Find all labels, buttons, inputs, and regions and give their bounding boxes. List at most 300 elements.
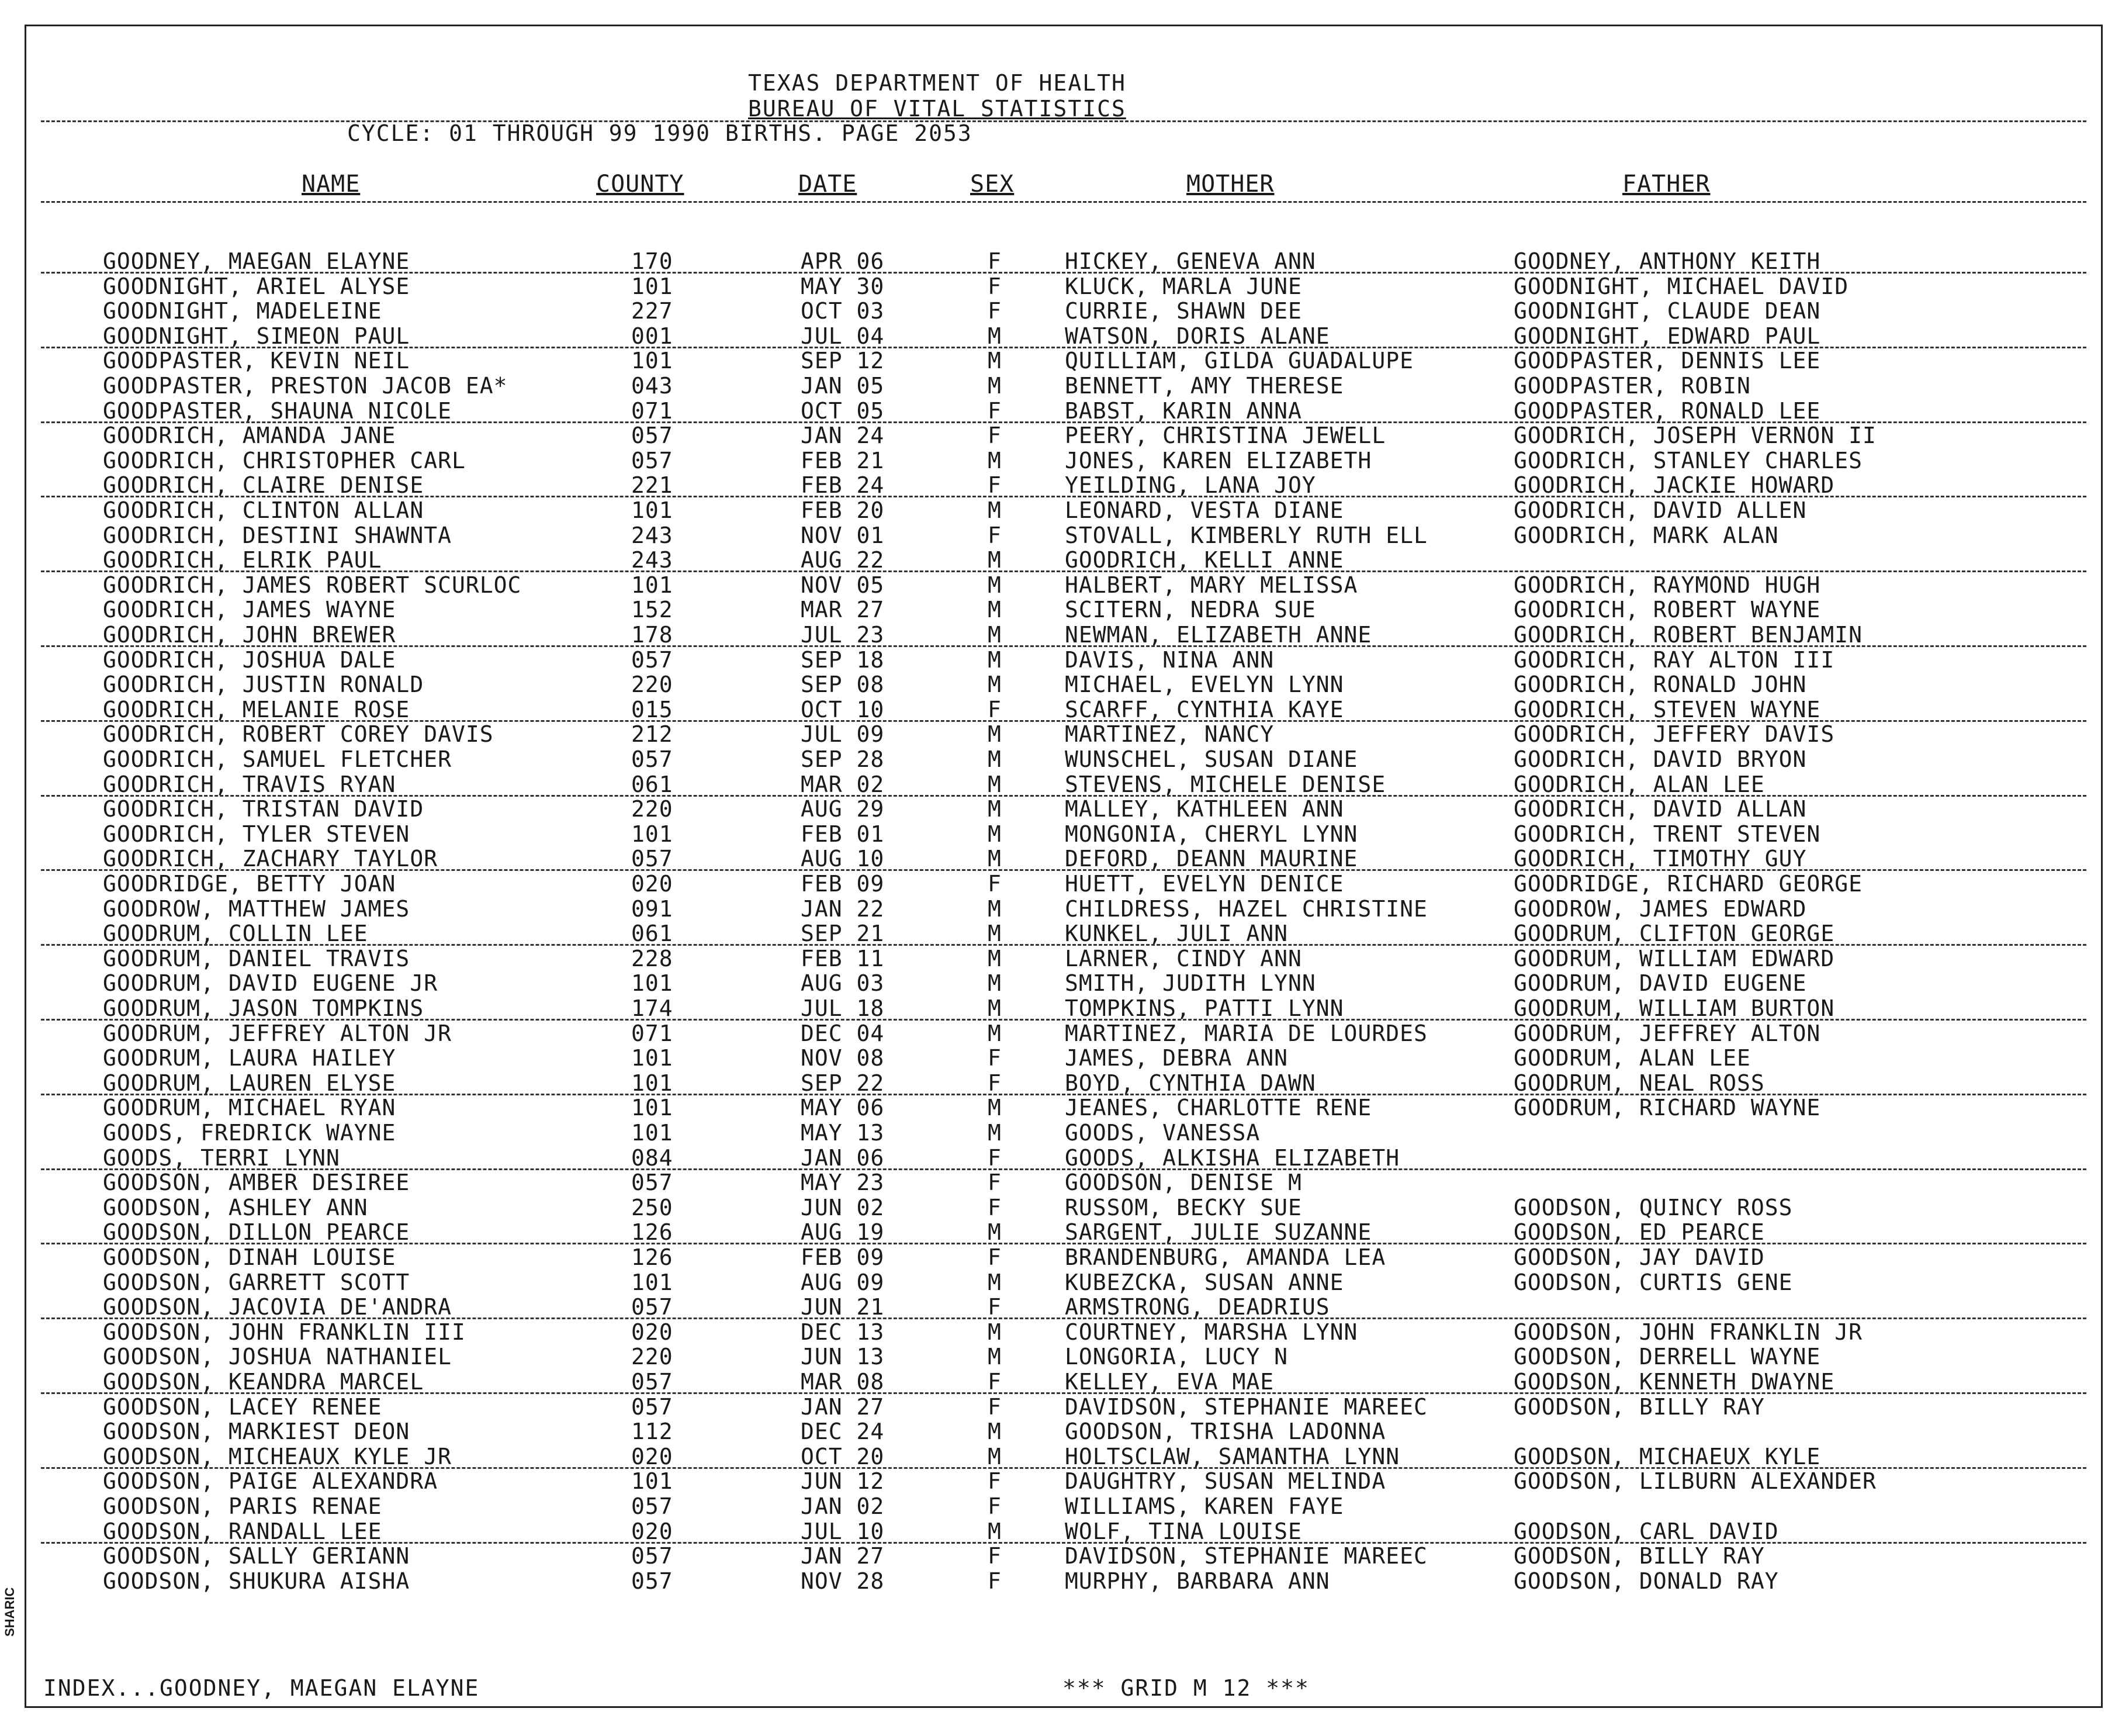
cell-name: GOODSON, JOSHUA NATHANIEL — [103, 1344, 452, 1370]
table-row — [0, 995, 2115, 1020]
cell-date: OCT 20 — [801, 1443, 885, 1469]
cell-date: JUL 10 — [801, 1518, 885, 1544]
cell-county: 126 — [631, 1219, 673, 1246]
table-row — [0, 1219, 2115, 1244]
cell-sex: M — [988, 672, 1002, 698]
cell-sex: M — [988, 895, 1002, 922]
index-footer: INDEX...GOODNEY, MAEGAN ELAYNE — [43, 1675, 480, 1701]
cell-sex: F — [988, 1468, 1002, 1495]
cell-mother: YEILDING, LANA JOY — [1065, 472, 1316, 499]
cell-mother: MICHAEL, EVELYN LYNN — [1065, 672, 1344, 698]
cell-sex: F — [988, 423, 1002, 449]
cell-mother: JEANES, CHARLOTTE RENE — [1065, 1095, 1372, 1121]
cell-mother: GOODSON, DENISE M — [1065, 1170, 1302, 1196]
cell-date: NOV 28 — [801, 1568, 885, 1594]
cell-name: GOODRICH, TRAVIS RYAN — [103, 771, 396, 797]
cell-county: 220 — [631, 672, 673, 698]
cell-mother: STOVALL, KIMBERLY RUTH ELL — [1065, 522, 1428, 548]
cell-mother: KUBEZCKA, SUSAN ANNE — [1065, 1269, 1344, 1295]
cell-name: GOODSON, SALLY GERIANN — [103, 1543, 410, 1569]
cell-name: GOODRUM, DAVID EUGENE JR — [103, 970, 438, 997]
cell-sex: F — [988, 248, 1002, 274]
table-row — [0, 423, 2115, 447]
cell-county: 057 — [631, 746, 673, 772]
cell-father: GOODRICH, STANLEY CHARLES — [1514, 447, 1863, 473]
bureau-title: BUREAU OF VITAL STATISTICS — [748, 96, 1126, 122]
cell-date: OCT 05 — [801, 397, 885, 424]
table-row — [0, 1045, 2115, 1070]
cell-mother: NEWMAN, ELIZABETH ANNE — [1065, 622, 1372, 648]
cell-county: 101 — [631, 970, 673, 997]
cell-name: GOODRICH, JUSTIN RONALD — [103, 672, 424, 698]
cell-date: JAN 05 — [801, 373, 885, 399]
cell-father: GOODRICH, ROBERT WAYNE — [1514, 597, 1821, 623]
cell-county: 061 — [631, 921, 673, 947]
cell-sex: F — [988, 1294, 1002, 1320]
cell-date: AUG 10 — [801, 846, 885, 872]
cell-sex: F — [988, 522, 1002, 548]
table-row — [0, 1519, 2115, 1543]
cell-name: GOODNIGHT, ARIEL ALYSE — [103, 273, 410, 299]
cell-name: GOODRICH, CLINTON ALLAN — [103, 497, 424, 523]
cell-mother: CURRIE, SHAWN DEE — [1065, 298, 1302, 324]
cell-name: GOODNIGHT, MADELEINE — [103, 298, 382, 324]
table-row — [0, 970, 2115, 995]
cell-mother: CHILDRESS, HAZEL CHRISTINE — [1065, 895, 1428, 922]
cell-sex: M — [988, 1120, 1002, 1146]
cell-father: GOODNIGHT, EDWARD PAUL — [1514, 323, 1821, 349]
cell-father: GOODSON, CURTIS GENE — [1514, 1269, 1793, 1295]
cell-name: GOODSON, PARIS RENAE — [103, 1493, 382, 1519]
cell-mother: RUSSOM, BECKY SUE — [1065, 1194, 1302, 1220]
cell-name: GOODRUM, JEFFREY ALTON JR — [103, 1020, 452, 1046]
cell-sex: M — [988, 771, 1002, 797]
table-row — [0, 298, 2115, 323]
cell-sex: M — [988, 1419, 1002, 1445]
cell-county: 178 — [631, 622, 673, 648]
cell-name: GOODRUM, LAUREN ELYSE — [103, 1070, 396, 1096]
cell-name: GOODSON, GARRETT SCOTT — [103, 1269, 410, 1295]
cell-sex: M — [988, 1269, 1002, 1295]
cell-mother: WOLF, TINA LOUISE — [1065, 1518, 1302, 1544]
cell-county: 020 — [631, 871, 673, 897]
cell-father: GOODRUM, WILLIAM EDWARD — [1514, 945, 1835, 971]
cell-county: 071 — [631, 397, 673, 424]
cell-sex: F — [988, 1144, 1002, 1171]
cell-sex: M — [988, 821, 1002, 847]
cell-name: GOODRICH, JAMES WAYNE — [103, 597, 396, 623]
cell-mother: BRANDENBURG, AMANDA LEA — [1065, 1244, 1386, 1270]
table-row — [0, 672, 2115, 696]
cell-county: 057 — [631, 1369, 673, 1395]
cell-mother: GOODRICH, KELLI ANNE — [1065, 547, 1344, 573]
cell-sex: F — [988, 1393, 1002, 1420]
column-header-name: NAME — [302, 171, 361, 198]
cell-date: FEB 20 — [801, 497, 885, 523]
cell-father: GOODRIDGE, RICHARD GEORGE — [1514, 871, 1863, 897]
cell-name: GOODSON, KEANDRA MARCEL — [103, 1369, 424, 1395]
cell-father: GOODSON, DERRELL WAYNE — [1514, 1344, 1821, 1370]
cell-mother: WILLIAMS, KAREN FAYE — [1065, 1493, 1344, 1519]
cell-mother: GOODSON, TRISHA LADONNA — [1065, 1419, 1386, 1445]
cell-date: JAN 06 — [801, 1144, 885, 1171]
cell-date: FEB 09 — [801, 1244, 885, 1270]
cell-date: AUG 29 — [801, 796, 885, 822]
cell-father: GOODNEY, ANTHONY KEITH — [1514, 248, 1821, 274]
cell-date: DEC 04 — [801, 1020, 885, 1046]
cell-name: GOODRICH, ZACHARY TAYLOR — [103, 846, 438, 872]
cell-father: GOODRICH, JACKIE HOWARD — [1514, 472, 1835, 499]
table-row — [0, 1294, 2115, 1319]
column-header-county: COUNTY — [596, 171, 684, 198]
cell-county: 001 — [631, 323, 673, 349]
cell-county: 101 — [631, 821, 673, 847]
cell-county: 020 — [631, 1518, 673, 1544]
cell-name: GOODSON, AMBER DESIREE — [103, 1170, 410, 1196]
cell-mother: DAVIS, NINA ANN — [1065, 646, 1275, 673]
cell-county: 101 — [631, 1070, 673, 1096]
cell-sex: F — [988, 871, 1002, 897]
cell-county: 091 — [631, 895, 673, 922]
cell-county: 243 — [631, 547, 673, 573]
cell-sex: M — [988, 1344, 1002, 1370]
table-row — [0, 1070, 2115, 1095]
cell-mother: MARTINEZ, NANCY — [1065, 721, 1275, 748]
cell-father: GOODRICH, MARK ALAN — [1514, 522, 1779, 548]
table-row — [0, 921, 2115, 945]
cell-date: JUN 12 — [801, 1468, 885, 1495]
cell-mother: HALBERT, MARY MELISSA — [1065, 572, 1358, 598]
cell-sex: M — [988, 1518, 1002, 1544]
column-header-father: FATHER — [1622, 171, 1711, 198]
table-row — [0, 697, 2115, 721]
cell-county: 227 — [631, 298, 673, 324]
table-row — [0, 746, 2115, 771]
cell-date: JAN 02 — [801, 1493, 885, 1519]
cell-county: 101 — [631, 572, 673, 598]
cell-father: GOODRUM, JEFFREY ALTON — [1514, 1020, 1821, 1046]
cell-sex: M — [988, 547, 1002, 573]
cell-father: GOODRICH, DAVID ALLAN — [1514, 796, 1807, 822]
cell-mother: STEVENS, MICHELE DENISE — [1065, 771, 1386, 797]
cell-sex: F — [988, 1244, 1002, 1270]
cell-father: GOODRICH, STEVEN WAYNE — [1514, 696, 1821, 722]
cell-sex: M — [988, 945, 1002, 971]
table-row — [0, 622, 2115, 646]
cell-mother: DAVIDSON, STEPHANIE MAREEC — [1065, 1393, 1428, 1420]
cell-name: GOODRICH, SAMUEL FLETCHER — [103, 746, 452, 772]
cell-name: GOODSON, LACEY RENEE — [103, 1393, 382, 1420]
cell-sex: F — [988, 273, 1002, 299]
table-row — [0, 274, 2115, 298]
cell-date: SEP 12 — [801, 348, 885, 374]
cell-mother: GOODS, VANESSA — [1065, 1120, 1261, 1146]
cell-mother: MALLEY, KATHLEEN ANN — [1065, 796, 1344, 822]
cell-county: 101 — [631, 348, 673, 374]
cell-name: GOODPASTER, KEVIN NEIL — [103, 348, 410, 374]
cell-father: GOODNIGHT, CLAUDE DEAN — [1514, 298, 1821, 324]
cell-sex: M — [988, 572, 1002, 598]
cell-date: FEB 24 — [801, 472, 885, 499]
cell-name: GOODRICH, TRISTAN DAVID — [103, 796, 424, 822]
cell-father: GOODRICH, JOSEPH VERNON II — [1514, 423, 1877, 449]
cell-sex: F — [988, 472, 1002, 499]
table-row — [0, 323, 2115, 348]
cell-county: 061 — [631, 771, 673, 797]
cell-county: 071 — [631, 1020, 673, 1046]
cell-name: GOODSON, JOHN FRANKLIN III — [103, 1319, 466, 1345]
cell-sex: M — [988, 1319, 1002, 1345]
side-label: SHARIC — [2, 1587, 17, 1637]
cell-mother: GOODS, ALKISHA ELIZABETH — [1065, 1144, 1400, 1171]
cell-county: 057 — [631, 846, 673, 872]
cell-sex: F — [988, 397, 1002, 424]
cell-name: GOODRICH, TYLER STEVEN — [103, 821, 410, 847]
cell-father: GOODPASTER, DENNIS LEE — [1514, 348, 1821, 374]
cell-county: 101 — [631, 497, 673, 523]
table-row — [0, 348, 2115, 372]
cell-father: GOODSON, ED PEARCE — [1514, 1219, 1765, 1246]
cell-name: GOODRICH, AMANDA JANE — [103, 423, 396, 449]
table-row — [0, 1021, 2115, 1045]
cell-mother: LONGORIA, LUCY N — [1065, 1344, 1289, 1370]
cell-date: JAN 22 — [801, 895, 885, 922]
cell-county: 101 — [631, 1120, 673, 1146]
cell-mother: JAMES, DEBRA ANN — [1065, 1045, 1289, 1071]
cell-county: 212 — [631, 721, 673, 748]
cell-county: 101 — [631, 273, 673, 299]
cell-date: FEB 01 — [801, 821, 885, 847]
cell-date: SEP 21 — [801, 921, 885, 947]
cell-name: GOODNIGHT, SIMEON PAUL — [103, 323, 410, 349]
cell-father: GOODSON, QUINCY ROSS — [1514, 1194, 1793, 1220]
cell-father: GOODRICH, ALAN LEE — [1514, 771, 1765, 797]
cell-name: GOODSON, RANDALL LEE — [103, 1518, 382, 1544]
cell-county: 101 — [631, 1045, 673, 1071]
cell-father: GOODNIGHT, MICHAEL DAVID — [1514, 273, 1849, 299]
cell-date: MAY 06 — [801, 1095, 885, 1121]
cell-date: AUG 19 — [801, 1219, 885, 1246]
cell-father: GOODPASTER, ROBIN — [1514, 373, 1751, 399]
table-row — [0, 547, 2115, 572]
cell-father: GOODRUM, ALAN LEE — [1514, 1045, 1751, 1071]
table-row — [0, 821, 2115, 846]
table-row — [0, 871, 2115, 895]
cell-father: GOODRUM, RICHARD WAYNE — [1514, 1095, 1821, 1121]
table-row — [0, 572, 2115, 597]
cell-name: GOODS, FREDRICK WAYNE — [103, 1120, 396, 1146]
cell-name: GOODROW, MATTHEW JAMES — [103, 895, 410, 922]
table-row — [0, 896, 2115, 921]
cell-name: GOODRUM, DANIEL TRAVIS — [103, 945, 410, 971]
cell-date: JAN 24 — [801, 423, 885, 449]
table-row — [0, 448, 2115, 472]
cell-name: GOODRUM, JASON TOMPKINS — [103, 995, 424, 1021]
cell-name: GOODRICH, CLAIRE DENISE — [103, 472, 424, 499]
cell-name: GOODRUM, LAURA HAILEY — [103, 1045, 396, 1071]
cell-name: GOODSON, MICHEAUX KYLE JR — [103, 1443, 452, 1469]
cell-mother: SCITERN, NEDRA SUE — [1065, 597, 1316, 623]
table-row — [0, 721, 2115, 746]
cell-county: 015 — [631, 696, 673, 722]
cell-name: GOODRICH, ROBERT COREY DAVIS — [103, 721, 494, 748]
grid-footer: *** GRID M 12 *** — [1062, 1675, 1310, 1701]
column-header-sex: SEX — [970, 171, 1015, 198]
cell-sex: F — [988, 1070, 1002, 1096]
cell-father: GOODRUM, WILLIAM BURTON — [1514, 995, 1835, 1021]
cell-sex: F — [988, 298, 1002, 324]
cell-date: JAN 27 — [801, 1543, 885, 1569]
cycle-line: CYCLE: 01 THROUGH 99 1990 BIRTHS. PAGE 2053 — [347, 120, 972, 146]
cell-name: GOODPASTER, PRESTON JACOB EA* — [103, 373, 508, 399]
cell-sex: M — [988, 447, 1002, 473]
cell-date: JUL 09 — [801, 721, 885, 748]
cell-county: 057 — [631, 1294, 673, 1320]
table-row — [0, 597, 2115, 621]
cell-mother: HUETT, EVELYN DENICE — [1065, 871, 1344, 897]
cell-sex: F — [988, 1493, 1002, 1519]
cell-father: GOODRUM, NEAL ROSS — [1514, 1070, 1765, 1096]
cell-date: SEP 28 — [801, 746, 885, 772]
cell-father: GOODSON, BILLY RAY — [1514, 1543, 1765, 1569]
column-header-mother: MOTHER — [1186, 171, 1275, 198]
cell-county: 228 — [631, 945, 673, 971]
cell-mother: TOMPKINS, PATTI LYNN — [1065, 995, 1344, 1021]
cell-county: 170 — [631, 248, 673, 274]
cell-date: MAY 23 — [801, 1170, 885, 1196]
cell-date: MAY 30 — [801, 273, 885, 299]
cell-date: AUG 22 — [801, 547, 885, 573]
table-row — [0, 523, 2115, 547]
table-row — [0, 796, 2115, 821]
table-row — [0, 1120, 2115, 1144]
cell-name: GOODRICH, ELRIK PAUL — [103, 547, 382, 573]
cell-mother: COURTNEY, MARSHA LYNN — [1065, 1319, 1358, 1345]
cell-sex: M — [988, 1219, 1002, 1246]
cell-sex: M — [988, 597, 1002, 623]
cell-county: 101 — [631, 1095, 673, 1121]
cell-mother: HOLTSCLAW, SAMANTHA LYNN — [1065, 1443, 1400, 1469]
cell-county: 057 — [631, 1393, 673, 1420]
cell-name: GOODPASTER, SHAUNA NICOLE — [103, 397, 452, 424]
cell-sex: M — [988, 846, 1002, 872]
column-header-divider — [41, 201, 2086, 203]
cell-sex: F — [988, 1194, 1002, 1220]
cell-sex: M — [988, 348, 1002, 374]
cell-mother: DAVIDSON, STEPHANIE MAREEC — [1065, 1543, 1428, 1569]
cell-mother: BABST, KARIN ANNA — [1065, 397, 1302, 424]
cell-sex: M — [988, 373, 1002, 399]
table-row — [0, 1468, 2115, 1493]
cell-date: NOV 08 — [801, 1045, 885, 1071]
table-row — [0, 1543, 2115, 1568]
cell-date: SEP 18 — [801, 646, 885, 673]
cell-name: GOODRICH, JOHN BREWER — [103, 622, 396, 648]
cell-father: GOODSON, JAY DAVID — [1514, 1244, 1765, 1270]
cell-sex: F — [988, 1369, 1002, 1395]
cell-father: GOODRICH, ROBERT BENJAMIN — [1514, 622, 1863, 648]
cell-father: GOODRICH, RONALD JOHN — [1514, 672, 1807, 698]
table-row — [0, 1244, 2115, 1269]
table-row — [0, 1319, 2115, 1344]
cell-father: GOODRICH, JEFFERY DAVIS — [1514, 721, 1835, 748]
table-row — [0, 1568, 2115, 1593]
cell-father: GOODRICH, DAVID ALLEN — [1514, 497, 1807, 523]
cell-name: GOODSON, JACOVIA DE'ANDRA — [103, 1294, 452, 1320]
cell-name: GOODS, TERRI LYNN — [103, 1144, 340, 1171]
cell-date: AUG 09 — [801, 1269, 885, 1295]
cell-name: GOODSON, DINAH LOUISE — [103, 1244, 396, 1270]
cell-county: 057 — [631, 447, 673, 473]
cell-mother: DEFORD, DEANN MAURINE — [1065, 846, 1358, 872]
table-row — [0, 1369, 2115, 1393]
cell-name: GOODRICH, CHRISTOPHER CARL — [103, 447, 466, 473]
table-row — [0, 248, 2115, 273]
cell-mother: ARMSTRONG, DEADRIUS — [1065, 1294, 1330, 1320]
cell-mother: WATSON, DORIS ALANE — [1065, 323, 1330, 349]
cell-county: 152 — [631, 597, 673, 623]
cell-father: GOODRICH, TRENT STEVEN — [1514, 821, 1821, 847]
cell-county: 220 — [631, 796, 673, 822]
cell-mother: KUNKEL, JULI ANN — [1065, 921, 1289, 947]
cell-county: 020 — [631, 1319, 673, 1345]
table-row — [0, 398, 2115, 423]
cell-father: GOODRICH, DAVID BRYON — [1514, 746, 1807, 772]
table-row — [0, 1170, 2115, 1194]
cell-sex: M — [988, 921, 1002, 947]
table-row — [0, 1344, 2115, 1368]
cell-father: GOODSON, BILLY RAY — [1514, 1393, 1765, 1420]
cell-mother: WUNSCHEL, SUSAN DIANE — [1065, 746, 1358, 772]
cell-date: DEC 24 — [801, 1419, 885, 1445]
cell-sex: M — [988, 796, 1002, 822]
cell-mother: BENNETT, AMY THERESE — [1065, 373, 1344, 399]
cell-mother: BOYD, CYNTHIA DAWN — [1065, 1070, 1316, 1096]
cell-date: FEB 21 — [801, 447, 885, 473]
cell-sex: F — [988, 1045, 1002, 1071]
cell-mother: KLUCK, MARLA JUNE — [1065, 273, 1302, 299]
cell-name: GOODSON, ASHLEY ANN — [103, 1194, 368, 1220]
cell-county: 057 — [631, 1568, 673, 1594]
cell-sex: F — [988, 1568, 1002, 1594]
cell-mother: QUILLIAM, GILDA GUADALUPE — [1065, 348, 1414, 374]
cell-county: 243 — [631, 522, 673, 548]
cell-sex: M — [988, 746, 1002, 772]
cell-name: GOODRICH, JOSHUA DALE — [103, 646, 396, 673]
column-header-date: DATE — [798, 171, 857, 198]
cell-sex: M — [988, 1443, 1002, 1469]
cell-sex: M — [988, 995, 1002, 1021]
cell-name: GOODRUM, MICHAEL RYAN — [103, 1095, 396, 1121]
cell-county: 126 — [631, 1244, 673, 1270]
cell-father: GOODRUM, CLIFTON GEORGE — [1514, 921, 1835, 947]
cell-date: JUL 23 — [801, 622, 885, 648]
table-row — [0, 472, 2115, 497]
cell-sex: M — [988, 497, 1002, 523]
cell-date: SEP 08 — [801, 672, 885, 698]
cell-father: GOODRICH, RAY ALTON III — [1514, 646, 1835, 673]
cell-sex: M — [988, 323, 1002, 349]
cell-date: FEB 09 — [801, 871, 885, 897]
cell-mother: MONGONIA, CHERYL LYNN — [1065, 821, 1358, 847]
cell-county: 174 — [631, 995, 673, 1021]
table-row — [0, 1394, 2115, 1419]
cell-county: 057 — [631, 423, 673, 449]
cell-mother: SCARFF, CYNTHIA KAYE — [1065, 696, 1344, 722]
cell-date: MAR 27 — [801, 597, 885, 623]
cell-county: 250 — [631, 1194, 673, 1220]
cell-mother: MURPHY, BARBARA ANN — [1065, 1568, 1330, 1594]
